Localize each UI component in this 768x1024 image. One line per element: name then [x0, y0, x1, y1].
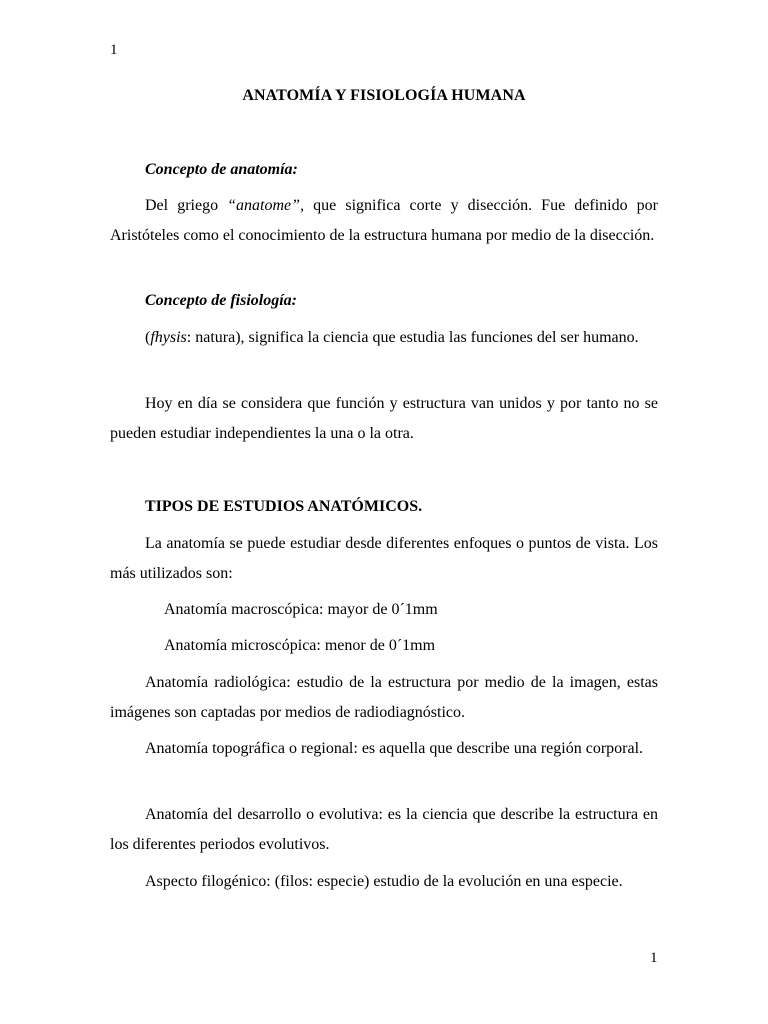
anatomical-studies-intro: La anatomía se puede estudiar desde diferentes enfoques o puntos de vista. Los más utilizados son: [110, 535, 658, 582]
anatomy-term: “anatome” [227, 197, 301, 214]
phylogenic-aspect-paragraph: Aspecto filogénico: (filos: especie) estudio de la evolución en una especie. [145, 873, 623, 890]
list-item-microscopic: Anatomía microscópica: menor de 0´1mm [164, 637, 436, 654]
physiology-definition-paragraph [110, 323, 658, 353]
topographic-anatomy-paragraph: Anatomía topográfica o regional: es aquella que describe una región corporal. [145, 740, 644, 757]
page-number-bottom: 1 [650, 950, 658, 966]
anatomy-def-text-b: , que significa corte y disección. Fue definido por Aristóteles como el conocimiento de la estructura humana por medio de la disección. [110, 197, 658, 244]
list-item-macroscopic: Anatomía macroscópica: mayor de 0´1mm [164, 601, 438, 618]
radiological-anatomy-paragraph: Anatomía radiológica: estudio de la estructura por medio de la imagen, estas imágenes son captadas por medios de radiodiagnóstico. [110, 674, 658, 721]
anatomy-concept-heading: Concepto de anatomía: [145, 161, 298, 178]
page-number-top: 1 [110, 42, 118, 58]
physiology-concept-heading: Concepto de fisiología: [145, 292, 297, 309]
function-structure-paragraph: Hoy en día se considera que función y estructura van unidos y por tanto no se pueden estudiar independientes la una o la otra. [110, 395, 658, 442]
physiology-term: fhysis [150, 329, 187, 346]
document-title: ANATOMÍA Y FISIOLOGÍA HUMANA [242, 87, 526, 104]
anatomy-def-text-a: Del griego [145, 197, 228, 214]
anatomy-definition-paragraph [110, 191, 658, 251]
anatomical-studies-heading: TIPOS DE ESTUDIOS ANATÓMICOS. [145, 498, 423, 515]
physiology-open-paren: ( [145, 329, 151, 346]
developmental-anatomy-paragraph: Anatomía del desarrollo o evolutiva: es la ciencia que describe la estructura en los diferentes periodos evolutivos. [110, 806, 658, 853]
physiology-def-text: : natura), significa la ciencia que estudia las funciones del ser humano. [186, 329, 639, 346]
